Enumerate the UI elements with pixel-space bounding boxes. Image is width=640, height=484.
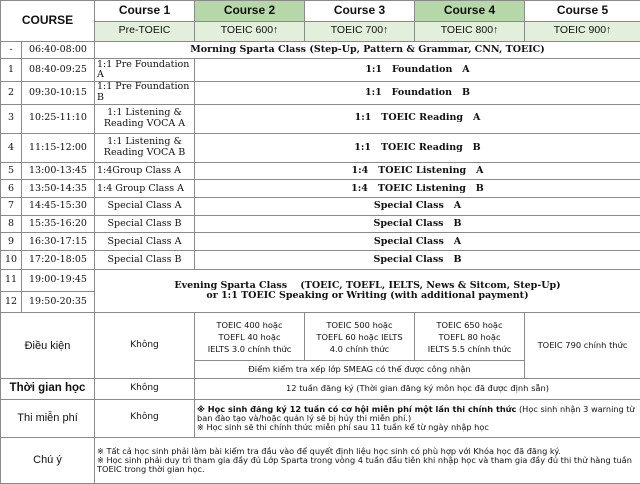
shared-class: 1:1 TOEIC Reading A — [195, 104, 640, 133]
shared-class: Special Class B — [195, 251, 640, 270]
course-2-name: Course 2 — [195, 1, 305, 22]
course-3-level: TOEIC 700↑ — [305, 21, 415, 41]
shared-class: 1:1 TOEIC Reading B — [195, 133, 640, 162]
schedule-row — [1, 81, 640, 104]
evening-line-1: Evening Sparta Class (TOEIC, TOEFL, IELTS, News & Sitcom, Step-Up) — [174, 279, 561, 291]
conditions-line: IELTS 5.5 chính thức — [427, 343, 512, 354]
period-time: 11:15-12:00 — [22, 133, 95, 162]
shared-class: 1:1 Foundation A — [195, 59, 640, 82]
schedule-row — [1, 198, 640, 216]
shared-class: 1:1 Foundation B — [195, 81, 640, 104]
period-number: 8 — [1, 215, 22, 233]
course-4-name: Course 4 — [415, 1, 525, 22]
free-exam-line-2: ※ Học sinh sẽ thi chính thức miễn phí sau 11 tuần kể từ ngày nhập học — [197, 421, 489, 432]
period-number: 12 — [1, 291, 22, 313]
conditions-course-5: TOEIC 790 chính thức — [525, 313, 640, 378]
period-time: 10:25-11:10 — [22, 104, 95, 133]
evening-row — [1, 269, 640, 291]
note-label: Chú ý — [1, 438, 95, 484]
schedule-row — [1, 251, 640, 270]
study-time-label: Thời gian học — [1, 378, 95, 399]
course-name-row — [1, 1, 640, 22]
period-time: 16:30-17:15 — [22, 233, 95, 251]
schedule-row — [1, 59, 640, 82]
course-1-class: Special Class A — [95, 198, 195, 216]
course-1-class: 1:1 Listening & Reading VOCA A — [95, 104, 195, 133]
conditions-course-1: Không — [95, 313, 195, 378]
evening-sparta-class — [95, 269, 640, 313]
course-2-level: TOEIC 600↑ — [195, 21, 305, 41]
note-row — [1, 438, 640, 484]
shared-class: 1:4 TOEIC Listening B — [195, 180, 640, 198]
conditions-course-3 — [305, 313, 415, 361]
study-time-course-1: Không — [95, 378, 195, 399]
free-exam-row — [1, 399, 640, 437]
evening-line-2: or 1:1 TOEIC Speaking or Writing (with additional payment) — [206, 290, 529, 302]
course-1-class: 1:4Group Class A — [95, 162, 195, 180]
schedule-row — [1, 41, 640, 59]
period-number: 1 — [1, 59, 22, 82]
course-1-class: Special Class B — [95, 251, 195, 270]
period-number: 9 — [1, 233, 22, 251]
conditions-line: IELTS 3.0 chính thức — [207, 343, 292, 354]
conditions-label: Điều kiện — [1, 313, 95, 378]
placement-test-note: Điểm kiểm tra xếp lớp SMEAG có thể được công nhận — [195, 361, 525, 379]
period-number: - — [1, 41, 22, 59]
study-time-row — [1, 378, 640, 399]
course-1-class: 1:1 Pre Foundation B — [95, 81, 195, 104]
period-time: 08:40-09:25 — [22, 59, 95, 82]
study-time-text: 12 tuần đăng ký (Thời gian đăng ký môn học đã được định sẵn) — [195, 378, 640, 399]
period-time: 17:20-18:05 — [22, 251, 95, 270]
course-5-name: Course 5 — [525, 1, 640, 22]
schedule-row — [1, 104, 640, 133]
course-1-name: Course 1 — [95, 1, 195, 22]
morning-sparta-class: Morning Sparta Class (Step-Up, Pattern & Grammar, CNN, TOEIC) — [95, 41, 640, 59]
period-time: 14:45-15:30 — [22, 198, 95, 216]
period-number: 3 — [1, 104, 22, 133]
free-exam-line-1-bold: ※ Học sinh đăng ký 12 tuần có cơ hội miễn phí một lần thi chính thức — [197, 403, 517, 414]
conditions-line: TOEFL 80 hoặc — [438, 331, 501, 342]
schedule-row — [1, 133, 640, 162]
conditions-line: TOEFL 40 hoặc — [218, 331, 281, 342]
course-1-class: 1:1 Listening & Reading VOCA B — [95, 133, 195, 162]
course-level-row — [1, 21, 640, 41]
period-number: 2 — [1, 81, 22, 104]
note-line-1: ※ Tất cả học sinh phải làm bài kiểm tra đầu vào để quyết định liệu học sinh có phù hợp với Khóa học đã đăng ký. — [97, 446, 561, 457]
conditions-line: TOEIC 400 hoặc — [216, 319, 283, 330]
conditions-line: TOEFL 60 hoặc IELTS — [316, 331, 403, 342]
note-text — [95, 438, 640, 484]
period-number: 10 — [1, 251, 22, 270]
period-time: 19:50-20:35 — [22, 291, 95, 313]
course-1-level: Pre-TOEIC — [95, 21, 195, 41]
note-line-2: ※ Học sinh phải duy trì tham gia đầy đủ Lớp Sparta trong vòng 4 tuần đầu tiên khi nhập học và tham gia đầy đủ thi thử hàng tuần TOEIC trong thời gian học. — [97, 455, 632, 475]
conditions-line: TOEIC 650 hoặc — [436, 319, 503, 330]
conditions-line: TOEIC 500 hoặc — [326, 319, 393, 330]
period-number: 7 — [1, 198, 22, 216]
conditions-course-2 — [195, 313, 305, 361]
course-1-class: 1:4 Group Class A — [95, 180, 195, 198]
period-time: 09:30-10:15 — [22, 81, 95, 104]
period-number: 6 — [1, 180, 22, 198]
free-exam-text — [195, 399, 640, 437]
schedule-row — [1, 215, 640, 233]
free-exam-course-1: Không — [95, 399, 195, 437]
shared-class: Special Class A — [195, 233, 640, 251]
conditions-line: 4.0 chính thức — [329, 343, 390, 354]
conditions-row — [1, 313, 640, 361]
conditions-course-4 — [415, 313, 525, 361]
course-label: COURSE — [1, 1, 95, 42]
period-time: 15:35-16:20 — [22, 215, 95, 233]
free-exam-line-1-rest: (Học sinh nhận 3 warning từ ban đào tạo và/hoặc quản lý sẽ bị hủy thi miễn phí.) — [197, 403, 635, 423]
course-1-class: Special Class A — [95, 233, 195, 251]
course-3-name: Course 3 — [305, 1, 415, 22]
period-time: 19:00-19:45 — [22, 269, 95, 291]
period-time: 13:50-14:35 — [22, 180, 95, 198]
period-time: 06:40-08:00 — [22, 41, 95, 59]
course-1-class: Special Class B — [95, 215, 195, 233]
course-1-class: 1:1 Pre Foundation A — [95, 59, 195, 82]
period-number: 4 — [1, 133, 22, 162]
free-exam-label: Thi miễn phí — [1, 399, 95, 437]
shared-class: Special Class B — [195, 215, 640, 233]
shared-class: Special Class A — [195, 198, 640, 216]
schedule-row — [1, 233, 640, 251]
shared-class: 1:4 TOEIC Listening A — [195, 162, 640, 180]
period-time: 13:00-13:45 — [22, 162, 95, 180]
schedule-row — [1, 162, 640, 180]
course-4-level: TOEIC 800↑ — [415, 21, 525, 41]
period-number: 5 — [1, 162, 22, 180]
period-number: 11 — [1, 269, 22, 291]
course-5-level: TOEIC 900↑ — [525, 21, 640, 41]
schedule-row — [1, 180, 640, 198]
